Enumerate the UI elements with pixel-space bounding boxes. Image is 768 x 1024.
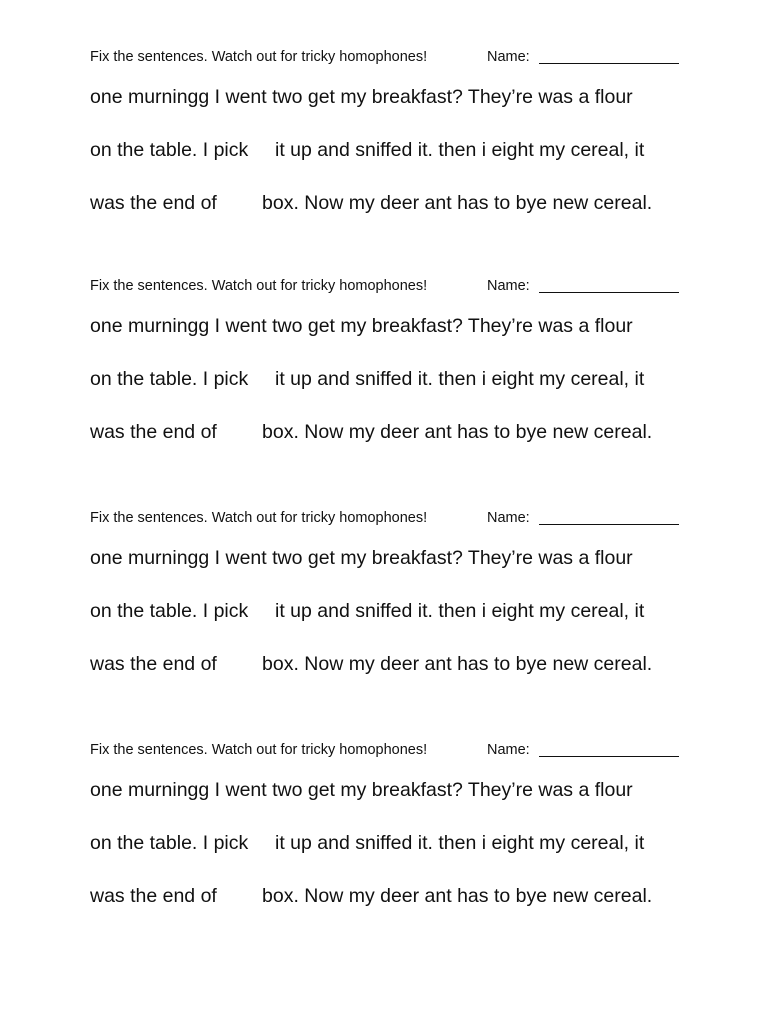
sentence-line-3 bbox=[90, 190, 690, 216]
sentence-text-start: was the end of bbox=[90, 653, 217, 675]
sentence-text-start: on the table. I pick bbox=[90, 832, 249, 854]
sentence-text-end: box. Now my deer ant has to bye new cereal. bbox=[262, 653, 653, 675]
sentence-line-1 bbox=[90, 777, 690, 803]
sentence-text-start: on the table. I pick bbox=[90, 139, 249, 161]
name-blank-line bbox=[539, 46, 679, 64]
sentence-text: one murningg I went two get my breakfast? They’re was a flour bbox=[90, 315, 633, 337]
sentence-line-2 bbox=[90, 598, 690, 624]
sentence-line-2 bbox=[90, 137, 690, 163]
sentence-line-3 bbox=[90, 883, 690, 909]
sentence-text-end: box. Now my deer ant has to bye new cereal. bbox=[262, 885, 653, 907]
sentence-line-3 bbox=[90, 651, 690, 677]
sentence-text-end: it up and sniffed it. then i eight my cereal, it bbox=[275, 600, 645, 622]
instruction-row bbox=[90, 275, 690, 297]
sentence-text-start: on the table. I pick bbox=[90, 600, 249, 622]
sentence-text-start: on the table. I pick bbox=[90, 368, 249, 390]
sentence-text-start: was the end of bbox=[90, 421, 217, 443]
sentence-text-end: it up and sniffed it. then i eight my cereal, it bbox=[275, 368, 645, 390]
instruction-row bbox=[90, 739, 690, 761]
sentence-text-end: it up and sniffed it. then i eight my cereal, it bbox=[275, 139, 645, 161]
sentence-text: one murningg I went two get my breakfast? They’re was a flour bbox=[90, 86, 633, 108]
name-label: Name: bbox=[487, 49, 530, 65]
name-blank-line bbox=[539, 739, 679, 757]
sentence-line-2 bbox=[90, 366, 690, 392]
sentence-line-1 bbox=[90, 313, 690, 339]
sentence-line-3 bbox=[90, 419, 690, 445]
instruction-text: Fix the sentences. Watch out for tricky homophones! bbox=[90, 742, 428, 758]
instruction-text: Fix the sentences. Watch out for tricky homophones! bbox=[90, 278, 428, 294]
sentence-text-start: was the end of bbox=[90, 192, 217, 214]
instruction-row bbox=[90, 46, 690, 68]
sentence-text: one murningg I went two get my breakfast? They’re was a flour bbox=[90, 779, 633, 801]
name-blank-line bbox=[539, 507, 679, 525]
name-label: Name: bbox=[487, 278, 530, 294]
instruction-row bbox=[90, 507, 690, 529]
name-label: Name: bbox=[487, 510, 530, 526]
sentence-text-end: box. Now my deer ant has to bye new cereal. bbox=[262, 192, 653, 214]
instruction-text: Fix the sentences. Watch out for tricky homophones! bbox=[90, 49, 428, 65]
name-blank-line bbox=[539, 275, 679, 293]
sentence-line-2 bbox=[90, 830, 690, 856]
name-label: Name: bbox=[487, 742, 530, 758]
sentence-text: one murningg I went two get my breakfast? They’re was a flour bbox=[90, 547, 633, 569]
sentence-text-end: box. Now my deer ant has to bye new cereal. bbox=[262, 421, 653, 443]
sentence-line-1 bbox=[90, 84, 690, 110]
sentence-line-1 bbox=[90, 545, 690, 571]
sentence-text-end: it up and sniffed it. then i eight my cereal, it bbox=[275, 832, 645, 854]
sentence-text-start: was the end of bbox=[90, 885, 217, 907]
instruction-text: Fix the sentences. Watch out for tricky homophones! bbox=[90, 510, 428, 526]
